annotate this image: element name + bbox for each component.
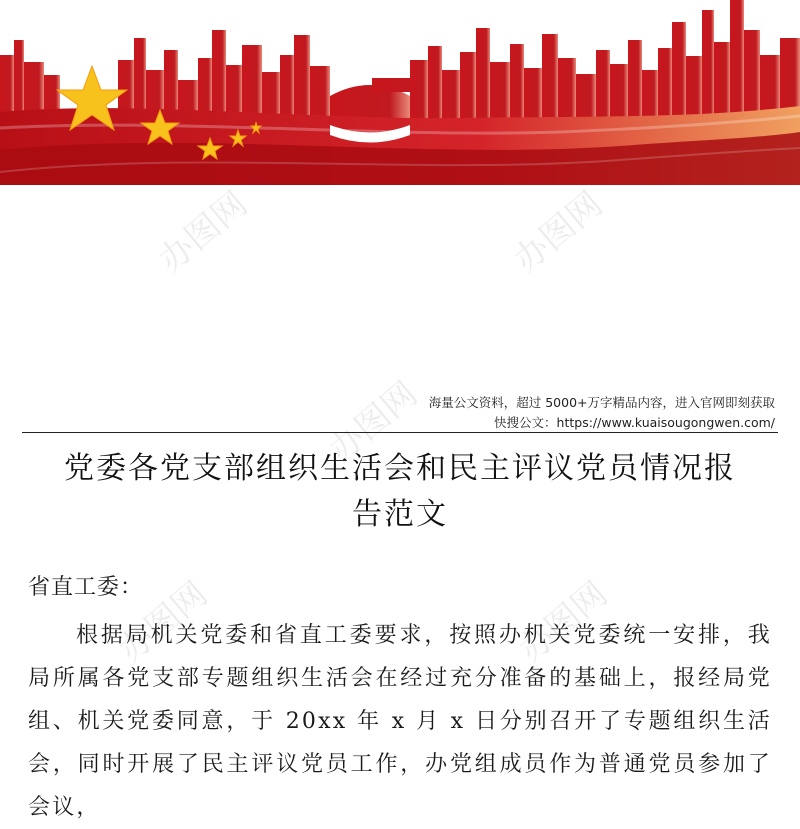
city-skyline: [0, 0, 800, 125]
body-paragraph: 根据局机关党委和省直工委要求，按照办机关党委统一安排，我局所属各党支部专题组织生活会在经过充分准备的基础上，报经局党组、机关党委同意，于 20xx 年 x 月 x 日分别召开了专题组织生活会，同时开展了民主评议党员工作，办党组成员作为普通党员参加了会议，: [28, 623, 772, 820]
watermark: 办图网: [506, 184, 611, 281]
header-banner: [0, 0, 800, 185]
watermark: 办图网: [511, 574, 616, 671]
watermark: 办图网: [321, 374, 426, 471]
watermark: 办图网: [111, 574, 216, 671]
watermark: 办图网: [151, 184, 256, 281]
header-divider: [22, 432, 778, 433]
document-title: [30, 446, 770, 538]
promo-url[interactable]: 快搜公文：https://www.kuaisougongwen.com/: [494, 415, 775, 430]
promo-block: [429, 393, 775, 433]
title-line: 告范文: [352, 497, 448, 532]
title-line: 党委各党支部组织生活会和民主评议党员情况报: [64, 451, 736, 486]
salutation: 省直工委：: [28, 575, 144, 600]
promo-line: 海量公文资料，超过 5000+万字精品内容，进入官网即刻获取: [428, 395, 775, 410]
